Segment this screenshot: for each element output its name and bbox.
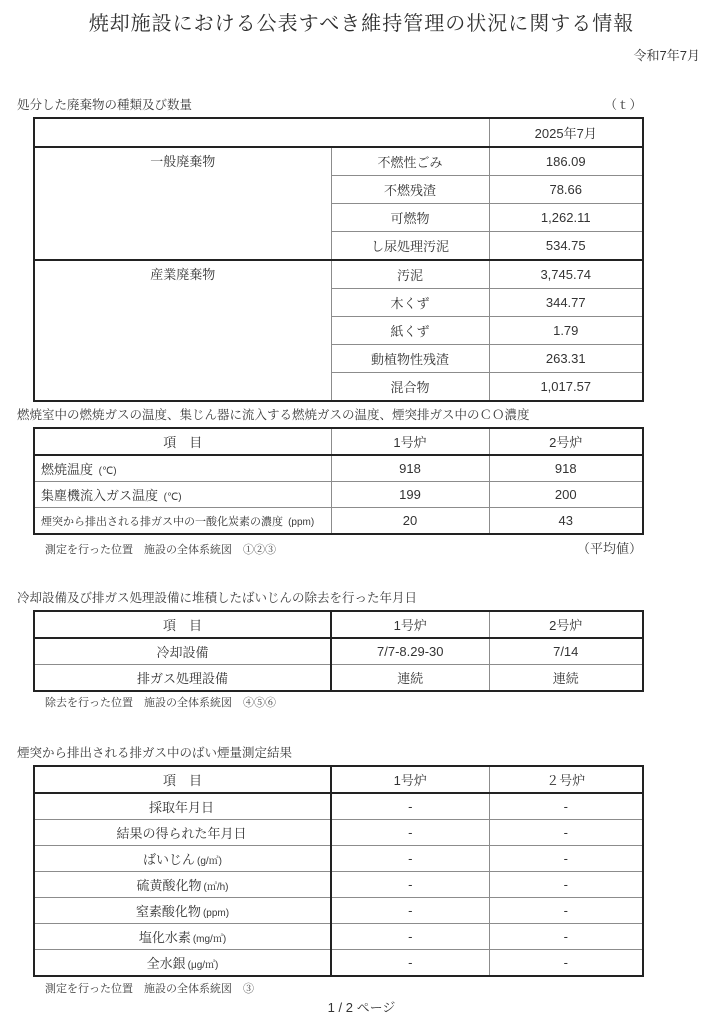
item-unit: (ppm): [288, 516, 315, 528]
value-cell: 1.79: [489, 317, 643, 345]
item-label: 硫黄酸化物: [136, 878, 202, 893]
combustion-table: [33, 427, 644, 535]
value-cell: 43: [489, 508, 643, 535]
measurement-location-note-2: 測定を行った位置 施設の全体系統図 ③: [45, 983, 254, 995]
table-header-row: [34, 766, 643, 793]
item-cell: 木くず: [331, 289, 489, 317]
value-cell: 918: [331, 455, 489, 482]
section-disposal-header: [17, 95, 642, 113]
table-row: [34, 793, 643, 820]
page-number: 1 / 2 ページ: [327, 1000, 396, 1015]
section-smoke-header: [17, 743, 642, 761]
table-row: [34, 482, 643, 508]
table-row: [34, 147, 643, 176]
item-cell: 不燃性ごみ: [331, 147, 489, 176]
removal-location-note: 除去を行った位置 施設の全体系統図 ④⑤⑥: [45, 697, 276, 709]
section-disposal-title: 処分した廃棄物の種類及び数量: [17, 98, 193, 112]
item-cell: [34, 455, 331, 482]
item-unit: (㎥/h): [203, 882, 229, 893]
item-label: 集塵機流入ガス温度: [41, 488, 159, 503]
item-cell: 冷却設備: [34, 638, 331, 665]
value-cell: 1,262.11: [489, 204, 643, 232]
table-row: [34, 455, 643, 482]
dust-removal-table: [33, 610, 644, 692]
value-cell: -: [331, 924, 489, 950]
item-cell: し尿処理汚泥: [331, 232, 489, 261]
measurement-location-note: 測定を行った位置 施設の全体系統図 ①②③: [45, 544, 276, 556]
header-furnace-1: 1号炉: [331, 428, 489, 455]
item-cell: 混合物: [331, 373, 489, 402]
value-cell: 3,745.74: [489, 260, 643, 289]
table-row: [34, 872, 643, 898]
item-cell: [34, 482, 331, 508]
item-cell: [34, 872, 331, 898]
smoke-note-row: [45, 980, 642, 996]
value-cell: -: [489, 820, 643, 846]
item-unit: (℃): [98, 466, 117, 477]
item-cell: [34, 924, 331, 950]
section-smoke-title: 煙突から排出される排ガス中のばい煙量測定結果: [17, 746, 293, 760]
table-row: [34, 924, 643, 950]
empty-header-cell: [34, 118, 489, 147]
table-row: [34, 820, 643, 846]
header-item: 項 目: [34, 428, 331, 455]
table-header-row: [34, 611, 643, 638]
average-value-label: （平均値）: [576, 541, 642, 556]
value-cell: 7/14: [489, 638, 643, 665]
table-row: [34, 665, 643, 692]
unit-tons-label: （ｔ）: [604, 98, 642, 112]
item-cell: [34, 846, 331, 872]
table-row: [34, 950, 643, 977]
value-cell: 199: [331, 482, 489, 508]
item-cell: 紙くず: [331, 317, 489, 345]
header-item: 項 目: [34, 766, 331, 793]
value-cell: -: [331, 820, 489, 846]
value-cell: -: [331, 950, 489, 977]
value-cell: 20: [331, 508, 489, 535]
value-cell: 263.31: [489, 345, 643, 373]
header-furnace-1: 1号炉: [331, 611, 489, 638]
item-unit: (mg/㎥): [192, 934, 227, 945]
value-cell: -: [489, 793, 643, 820]
section-combustion-title: 燃焼室中の燃焼ガスの温度、集じん器に流入する燃焼ガスの温度、煙突排ガス中のＣＯ濃度: [17, 408, 530, 422]
value-cell: 7/7-8.29-30: [331, 638, 489, 665]
item-label: ばいじん: [142, 852, 195, 867]
section-dust-removal-title: 冷却設備及び排ガス処理設備に堆積したばいじんの除去を行った年月日: [17, 591, 418, 605]
table-row: [34, 846, 643, 872]
value-cell: -: [331, 846, 489, 872]
month-header-cell: 2025年7月: [489, 118, 643, 147]
item-cell: 排ガス処理設備: [34, 665, 331, 692]
value-cell: 186.09: [489, 147, 643, 176]
item-label: 燃焼温度: [41, 462, 94, 477]
section-combustion-header: [17, 405, 642, 423]
value-cell: -: [489, 950, 643, 977]
item-unit: (ppm): [202, 908, 230, 919]
item-label: 採取年月日: [148, 800, 214, 815]
value-cell: -: [489, 924, 643, 950]
value-cell: -: [331, 793, 489, 820]
header-furnace-2: 2号炉: [489, 611, 643, 638]
item-unit: (℃): [163, 492, 182, 503]
header-furnace-1: 1号炉: [331, 766, 489, 793]
item-cell: 可燃物: [331, 204, 489, 232]
group-general-waste: 一般廃棄物: [34, 147, 331, 260]
item-unit: (g/㎥): [197, 856, 222, 867]
header-furnace-2: 2号炉: [489, 428, 643, 455]
header-furnace-2: ２号炉: [489, 766, 643, 793]
header-item: 項 目: [34, 611, 331, 638]
report-date: 令和7年7月: [633, 48, 700, 63]
page-title: 焼却施設における公表すべき維持管理の状況に関する情報: [88, 13, 635, 35]
item-label: 煙突から排出される排ガス中の一酸化炭素の濃度: [41, 515, 283, 528]
table-row: [34, 898, 643, 924]
item-cell: [34, 820, 331, 846]
item-label: 結果の得られた年月日: [116, 826, 247, 841]
item-cell: 不燃残渣: [331, 176, 489, 204]
value-cell: 78.66: [489, 176, 643, 204]
table-row: [34, 638, 643, 665]
value-cell: 200: [489, 482, 643, 508]
value-cell: -: [489, 898, 643, 924]
table-row: [34, 508, 643, 535]
item-label: 窒素酸化物: [135, 904, 201, 919]
disposal-table: [33, 117, 644, 402]
table-header-row: [34, 118, 643, 147]
group-industrial-waste: 産業廃棄物: [34, 260, 331, 401]
item-cell: 動植物性残渣: [331, 345, 489, 373]
value-cell: -: [489, 872, 643, 898]
item-label: 全水銀: [146, 956, 186, 971]
table-row: [34, 260, 643, 289]
item-label: 塩化水素: [138, 930, 191, 945]
value-cell: 連続: [489, 665, 643, 692]
value-cell: 534.75: [489, 232, 643, 261]
value-cell: -: [331, 898, 489, 924]
item-cell: [34, 793, 331, 820]
value-cell: 連続: [331, 665, 489, 692]
value-cell: -: [489, 846, 643, 872]
value-cell: 344.77: [489, 289, 643, 317]
value-cell: -: [331, 872, 489, 898]
item-cell: 汚泥: [331, 260, 489, 289]
table-header-row: [34, 428, 643, 455]
combustion-note-row: [45, 538, 642, 557]
value-cell: 918: [489, 455, 643, 482]
section-dust-removal-header: [17, 588, 642, 606]
item-unit: (μg/㎥): [187, 960, 219, 971]
item-cell: [34, 508, 331, 535]
value-cell: 1,017.57: [489, 373, 643, 402]
smoke-measurement-table: [33, 765, 644, 977]
dust-removal-note-row: [45, 694, 642, 710]
item-cell: [34, 898, 331, 924]
item-cell: [34, 950, 331, 977]
